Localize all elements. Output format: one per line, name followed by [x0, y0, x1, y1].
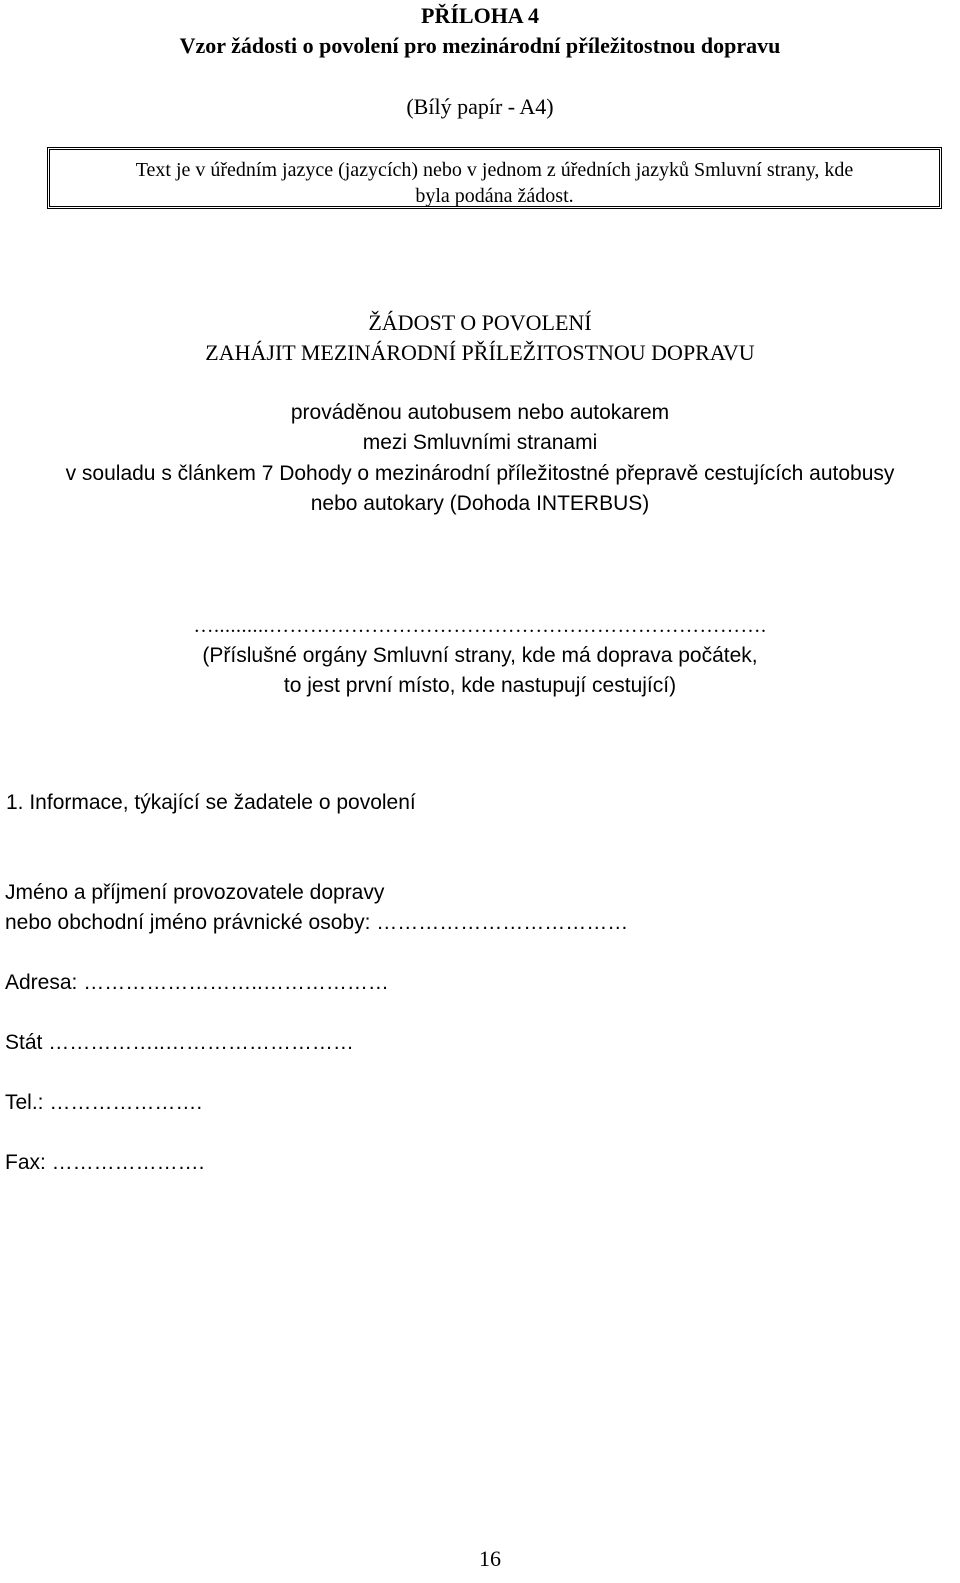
description-line-4: nebo autokary (Dohoda INTERBUS) [310, 492, 650, 515]
form-title: Vzor žádosti o povolení pro mezinárodní příležitostnou dopravu [179, 33, 781, 58]
notice-line-1: Text je v úředním jazyce (jazycích) nebo v jednom z úředních jazyků Smluvní strany, kde [135, 159, 854, 181]
annex-title: PŘÍLOHA 4 [421, 3, 539, 28]
description-line-3: v souladu s článkem 7 Dohody o mezinárodní příležitostné přepravě cestujících autobusy [65, 462, 895, 485]
authority-caption-line-1: (Příslušné orgány Smluvní strany, kde má doprava počátek, [202, 644, 758, 667]
description-line-2: mezi Smluvními stranami [362, 431, 598, 454]
operator-name-label-line-1: Jméno a příjmení provozovatele dopravy [5, 881, 385, 904]
page-number: 16 [479, 1546, 501, 1571]
notice-line-2: byla podána žádost. [415, 185, 574, 207]
authority-fill-line: …..........………………………………………………………………. [193, 615, 767, 637]
phone-field: Tel.: …………………. [5, 1091, 203, 1114]
authority-caption-line-2: to jest první místo, kde nastupují cestující) [283, 674, 677, 697]
fax-field: Fax: …………………. [5, 1151, 205, 1174]
address-field: Adresa: ……………………..……………… [5, 971, 389, 994]
paper-note: (Bílý papír - A4) [406, 94, 554, 119]
section-1-title: 1. Informace, týkající se žadatele o povolení [6, 791, 416, 814]
operator-name-field: nebo obchodní jméno právnické osoby: ……………………………… [5, 911, 629, 934]
application-heading-line-1: ŽÁDOST O POVOLENÍ [368, 310, 592, 335]
description-line-1: prováděnou autobusem nebo autokarem [290, 401, 670, 424]
application-heading-line-2: ZAHÁJIT MEZINÁRODNÍ PŘÍLEŽITOSTNOU DOPRAVU [205, 340, 755, 365]
language-notice-box [47, 147, 942, 209]
state-field: Stát ……………..……………………… [5, 1031, 354, 1054]
